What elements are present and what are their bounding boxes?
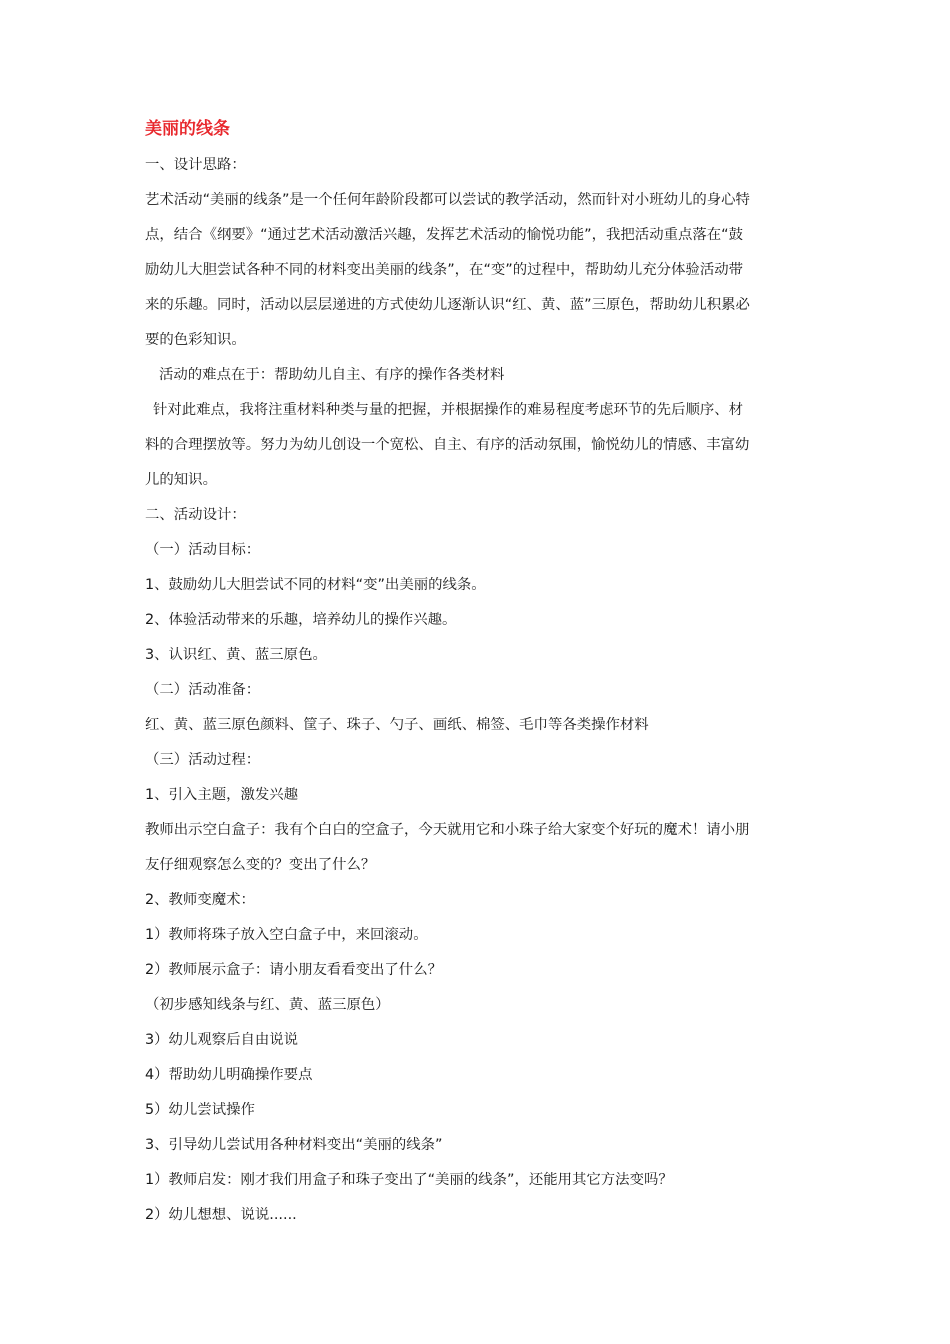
paragraph-line: 励幼儿大胆尝试各种不同的材料变出美丽的线条”，在“变”的过程中，帮助幼儿充分体验活动带	[145, 262, 743, 278]
paragraph-line: 教师出示空白盒子：我有个白白的空盒子，今天就用它和小珠子给大家变个好玩的魔术！请小朋	[145, 822, 750, 838]
paragraph-line: 针对此难点，我将注重材料种类与量的把握，并根据操作的难易程度考虑环节的先后顺序、材	[153, 402, 744, 418]
list-item: 1、鼓励幼儿大胆尝试不同的材料“变”出美丽的线条。	[145, 577, 486, 593]
subsection-heading-process: （三）活动过程：	[145, 752, 261, 768]
list-item: 2）幼儿想想、说说......	[145, 1207, 297, 1223]
list-item: 3）幼儿观察后自由说说	[145, 1032, 299, 1048]
paragraph-line: 来的乐趣。同时，活动以层层递进的方式使幼儿逐渐认识“红、黄、蓝”三原色，帮助幼儿积累必	[145, 297, 750, 313]
subsection-heading-preparation: （二）活动准备：	[145, 682, 261, 698]
subsection-heading-goals: （一）活动目标：	[145, 542, 261, 558]
document-body	[145, 148, 810, 1233]
paragraph-line: （初步感知线条与红、黄、蓝三原色）	[145, 997, 390, 1013]
list-item: 2、体验活动带来的乐趣，培养幼儿的操作兴趣。	[145, 612, 457, 628]
paragraph-line-difficulty: 活动的难点在于：帮助幼儿自主、有序的操作各类材料	[159, 367, 505, 383]
paragraph-line: 友仔细观察怎么变的？变出了什么？	[145, 857, 376, 873]
list-item: 1、引入主题，激发兴趣	[145, 787, 299, 803]
paragraph-line: 艺术活动“美丽的线条”是一个任何年龄阶段都可以尝试的教学活动，然而针对小班幼儿的身心特	[145, 192, 750, 208]
list-item: 2、教师变魔术：	[145, 892, 255, 908]
list-item: 3、引导幼儿尝试用各种材料变出“美丽的线条”	[145, 1137, 443, 1153]
list-item: 5）幼儿尝试操作	[145, 1102, 255, 1118]
paragraph-line: 儿的知识。	[145, 472, 217, 488]
paragraph-line: 料的合理摆放等。努力为幼儿创设一个宽松、自主、有序的活动氛围，愉悦幼儿的情感、丰富幼	[145, 437, 750, 453]
list-item: 1）教师启发：刚才我们用盒子和珠子变出了“美丽的线条”，还能用其它方法变吗？	[145, 1172, 673, 1188]
document-title: 美丽的线条	[145, 119, 230, 139]
section-heading-activity-design: 二、活动设计：	[145, 507, 246, 523]
list-item: 1）教师将珠子放入空白盒子中，来回滚动。	[145, 927, 428, 943]
paragraph-line: 要的色彩知识。	[145, 332, 246, 348]
list-item: 3、认识红、黄、蓝三原色。	[145, 647, 327, 663]
paragraph-line: 点，结合《纲要》“通过艺术活动激活兴趣，发挥艺术活动的愉悦功能”，我把活动重点落在“鼓	[145, 227, 743, 243]
list-item: 2）教师展示盒子：请小朋友看看变出了什么？	[145, 962, 442, 978]
list-item: 4）帮助幼儿明确操作要点	[145, 1067, 313, 1083]
paragraph-line: 红、黄、蓝三原色颜料、筐子、珠子、勺子、画纸、棉签、毛巾等各类操作材料	[145, 717, 649, 733]
section-heading-design-idea: 一、设计思路：	[145, 157, 246, 173]
